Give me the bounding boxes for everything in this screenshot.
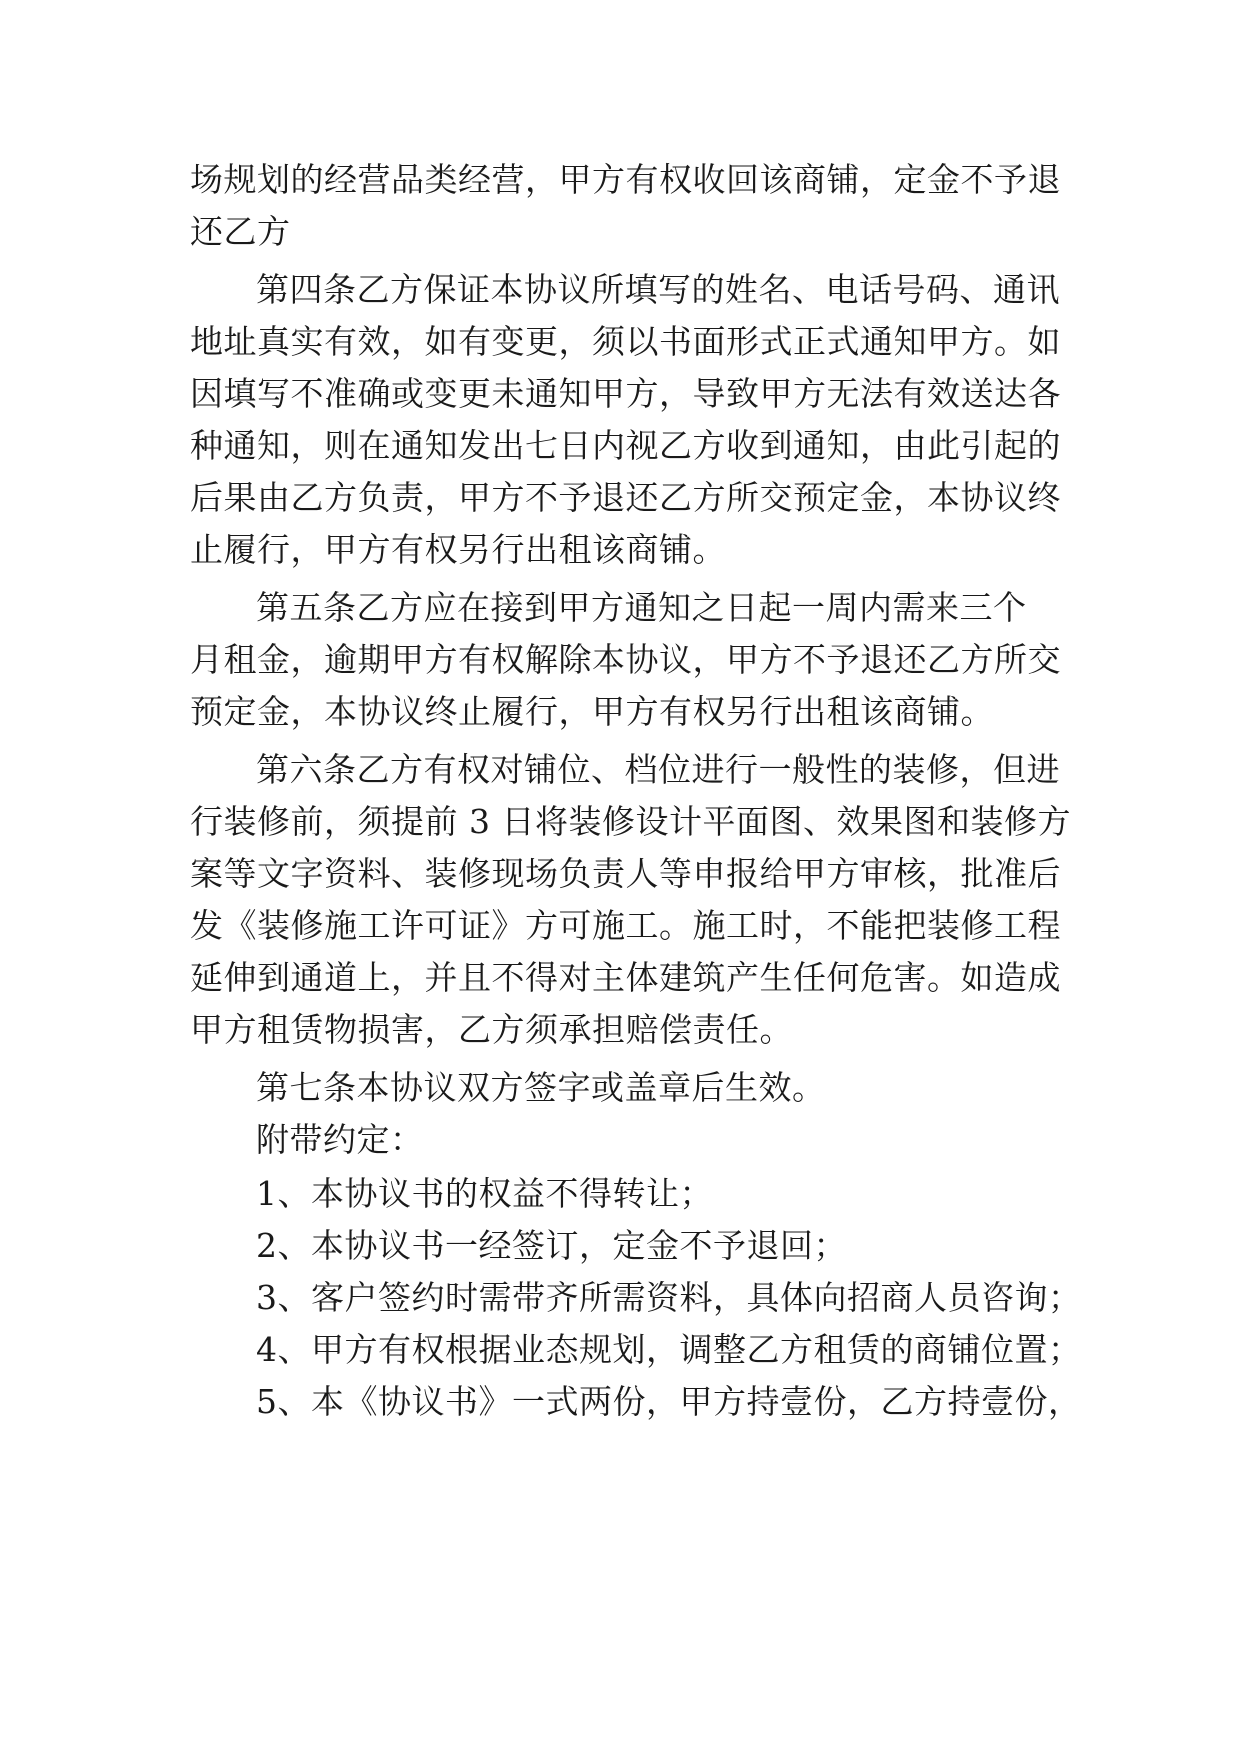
text-line: 地址真实有效，如有变更，须以书面形式正式通知甲方。如 xyxy=(190,322,1061,361)
text-line: 月租金，逾期甲方有权解除本协议，甲方不予退还乙方所交 xyxy=(190,640,1061,679)
list-item: 4、甲方有权根据业态规划，调整乙方租赁的商铺位置； xyxy=(256,1330,1082,1369)
text-line: 场规划的经营品类经营，甲方有权收回该商铺，定金不予退 xyxy=(190,160,1061,199)
text-line: 案等文字资料、装修现场负责人等申报给甲方审核，批准后 xyxy=(190,854,1061,893)
text-line: 第六条乙方有权对铺位、档位进行一般性的装修，但进 xyxy=(256,750,1060,789)
text-line: 附带约定： xyxy=(256,1120,424,1159)
list-item: 3、客户签约时需带齐所需资料，具体向招商人员咨询； xyxy=(256,1278,1082,1317)
text-line: 种通知，则在通知发出七日内视乙方收到通知，由此引起的 xyxy=(190,426,1061,465)
text-line: 因填写不准确或变更未通知甲方，导致甲方无法有效送达各 xyxy=(190,374,1061,413)
text-line: 后果由乙方负责，甲方不予退还乙方所交预定金，本协议终 xyxy=(190,478,1061,517)
text-line: 发《装修施工许可证》方可施工。施工时，不能把装修工程 xyxy=(190,906,1061,945)
text-line: 第七条本协议双方签字或盖章后生效。 xyxy=(256,1068,826,1107)
list-item: 1、本协议书的权益不得转让； xyxy=(256,1174,713,1213)
text-line: 还乙方 xyxy=(190,212,291,251)
list-item: 2、本协议书一经签订，定金不予退回； xyxy=(256,1226,847,1265)
text-line: 行装修前，须提前 3 日将装修设计平面图、效果图和装修方 xyxy=(190,802,1071,841)
text-line: 延伸到通道上，并且不得对主体建筑产生任何危害。如造成 xyxy=(190,958,1061,997)
text-line: 甲方租赁物损害，乙方须承担赔偿责任。 xyxy=(190,1010,793,1049)
text-line: 第五条乙方应在接到甲方通知之日起一周内需来三个 xyxy=(256,588,1027,627)
text-line: 第四条乙方保证本协议所填写的姓名、电话号码、通讯 xyxy=(256,270,1060,309)
text-line: 预定金，本协议终止履行，甲方有权另行出租该商铺。 xyxy=(190,692,994,731)
text-line: 止履行，甲方有权另行出租该商铺。 xyxy=(190,530,726,569)
list-item: 5、本《协议书》一式两份，甲方持壹份，乙方持壹份， xyxy=(256,1382,1082,1421)
